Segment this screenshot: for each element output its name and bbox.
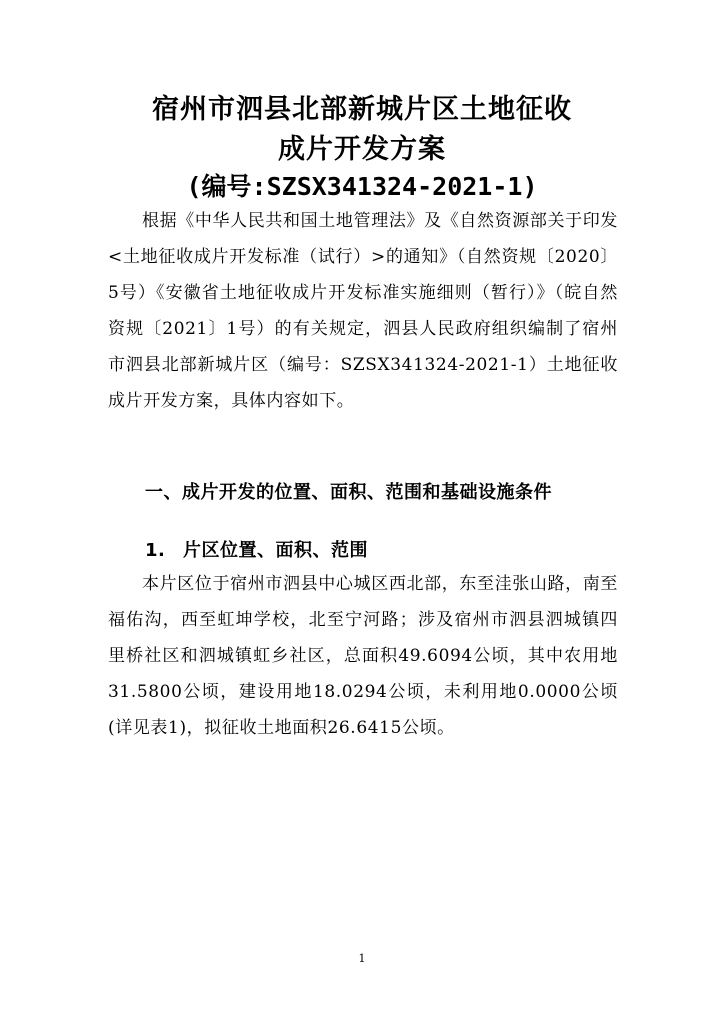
document-code: (编号:SZSX341324-2021-1) [186,172,538,201]
subsection-title: 片区位置、面积、范围 [183,540,368,561]
subsection-heading-location [145,536,368,562]
document-title-line-1: 宿州市泗县北部新城片区土地征收 [152,94,572,125]
intro-paragraph: 根据《中华人民共和国土地管理法》及《自然资源部关于印发<土地征收成片开发标准（试行）>的通知》（自然资规〔2020〕5号）《安徽省土地征收成片开发标准实施细则（暂行）》（皖自然资规〔2021〕1号）的有关规定，泗县人民政府组织编制了宿州市泗县北部新城片区（编号：SZSX341324-2021-1）土地征收成片开发方案，具体内容如下。 [108,211,618,411]
page-number: 1 [358,952,366,965]
subsection-number: 1. [145,540,166,561]
document-title-line-2: 成片开发方案 [278,134,446,165]
location-paragraph: 本片区位于宿州市泗县中心城区西北部，东至洼张山路，南至福佑沟，西至虹坤学校，北至宁河路；涉及宿州市泗县泗城镇四里桥社区和泗城镇虹乡社区，总面积49.6094公顷，其中农用地31.5800公顷，建设用地18.0294公顷，未利用地0.0000公顷(详见表1)，拟征收土地面积26.6415公顷。 [108,574,618,738]
section-heading-location: 一、成片开发的位置、面积、范围和基础设施条件 [145,482,552,503]
